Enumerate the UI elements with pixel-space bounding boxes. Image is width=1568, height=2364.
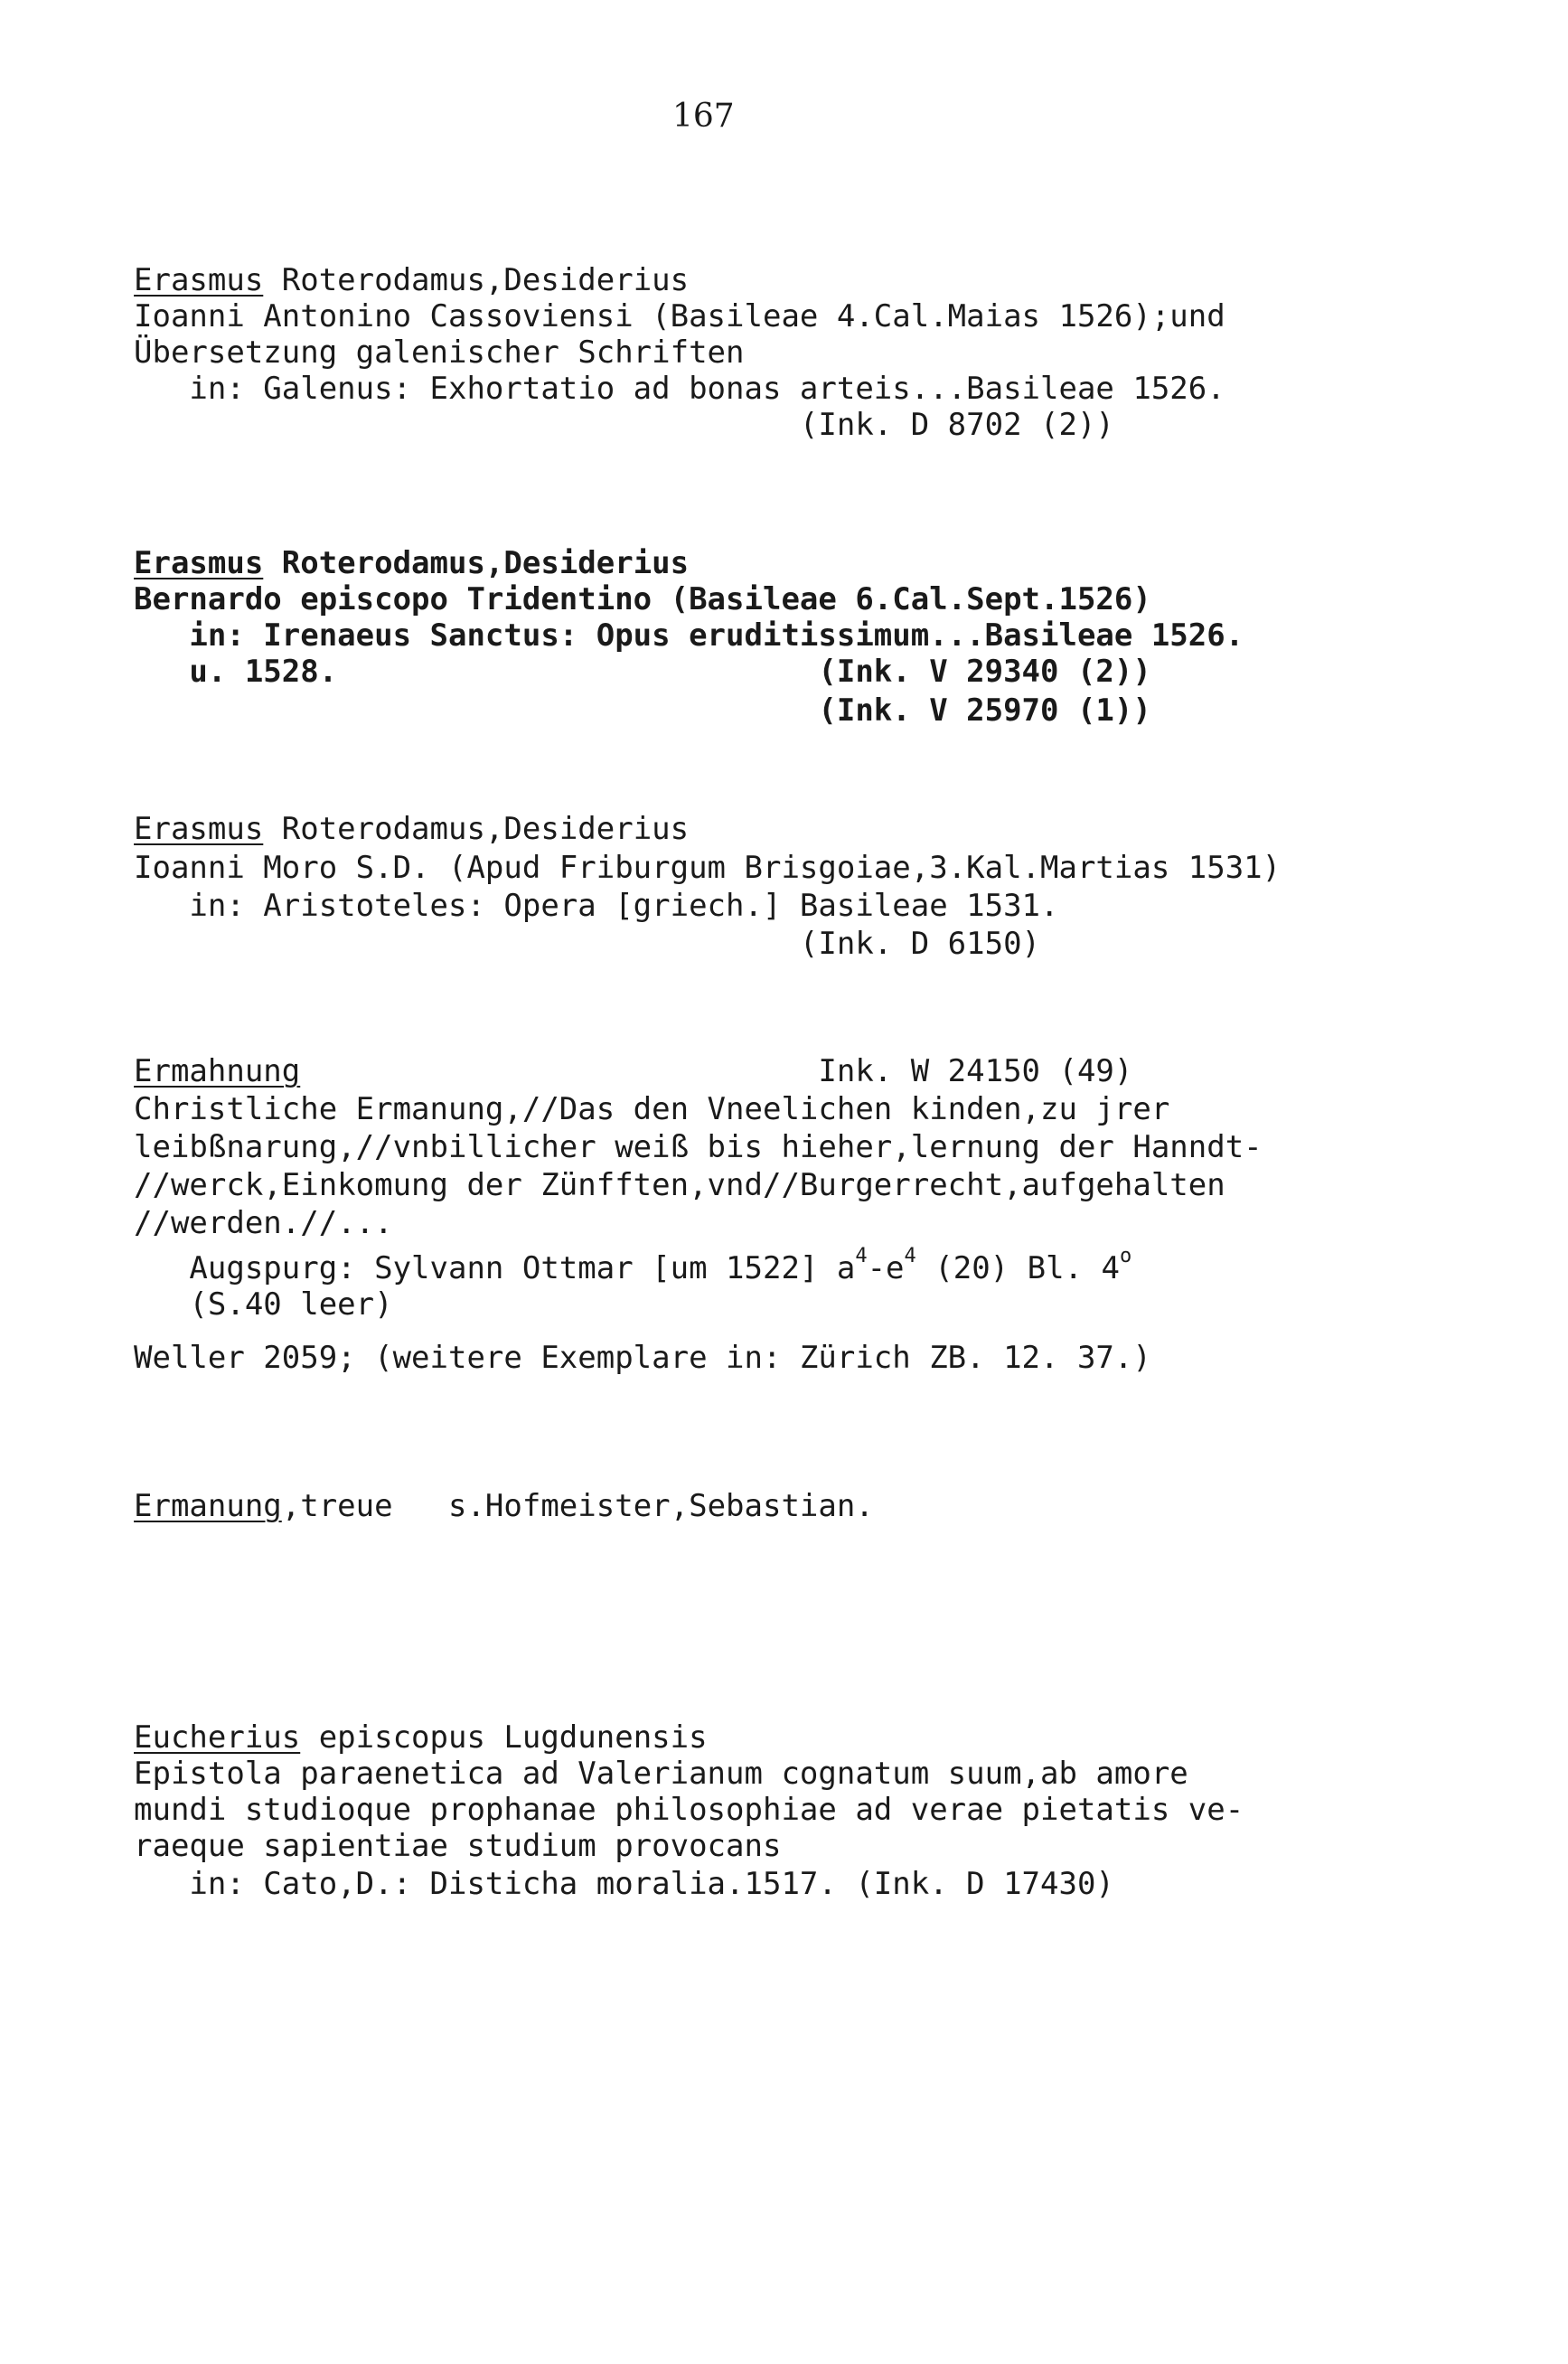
- heading-rest: Roterodamus,Desiderius: [263, 811, 690, 847]
- entry-line: leibßnarung,//vnbillicher weiß bis hieher,lernung der Hanndt-: [134, 1129, 1263, 1165]
- entry-line: //werck,Einkomung der Zünfften,vnd//Burgerrecht,aufgehalten: [134, 1167, 1225, 1203]
- heading-rest: Roterodamus,Desiderius: [263, 262, 690, 298]
- imprint-line: (S.40 leer): [134, 1286, 393, 1323]
- heading-term: Eucherius: [134, 1719, 301, 1756]
- page-number: 167: [672, 98, 735, 135]
- entry-line: Ioanni Moro S.D. (Apud Friburgum Brisgoiae,3.Kal.Martias 1531): [134, 850, 1282, 886]
- entry-line: Ioanni Antonino Cassoviensi (Basileae 4.Cal.Maias 1526);und: [134, 298, 1225, 334]
- entry-heading: [134, 1053, 1132, 1089]
- entry-line: in: Galenus: Exhortatio ad bonas arteis...Basileae 1526.: [134, 371, 1225, 407]
- heading-term: Erasmus: [134, 545, 264, 581]
- entry-heading: [134, 262, 689, 298]
- entry-heading: [134, 1488, 874, 1524]
- entry-heading: [134, 545, 689, 581]
- entry-heading: [134, 811, 689, 847]
- heading-term: Erasmus: [134, 811, 264, 847]
- heading-rest: Roterodamus,Desiderius: [263, 545, 690, 581]
- heading-term: Ermahnung: [134, 1053, 301, 1089]
- imprint-line: Augspurg: Sylvann Ottmar [um 1522] $a^4-e^4$ (20) Bl. 4$^o$: [134, 1245, 1132, 1286]
- entry-line: in: Cato,D.: Disticha moralia.1517. (Ink. D 17430): [134, 1866, 1114, 1902]
- entry-line: u. 1528. (Ink. V 29340 (2)): [134, 654, 1151, 690]
- entry-heading: [134, 1719, 708, 1756]
- entry-line: mundi studioque prophanae philosophiae ad verae pietatis ve-: [134, 1792, 1244, 1828]
- entry-line: //werden.//...: [134, 1205, 393, 1241]
- entry-line: Christliche Ermanung,//Das den Vneelichen kinden,zu jrer: [134, 1091, 1170, 1127]
- heading-rest: episcopus Lugdunensis: [300, 1719, 708, 1756]
- entry-line: Übersetzung galenischer Schriften: [134, 334, 745, 371]
- heading-rest: ,treue s.Hofmeister,Sebastian.: [281, 1488, 874, 1524]
- heading-term: Erasmus: [134, 262, 264, 298]
- entry-line: (Ink. D 6150): [134, 926, 1041, 962]
- entry-line: Bernardo episcopo Tridentino (Basileae 6.Cal.Sept.1526): [134, 581, 1151, 617]
- entry-line: (Ink. V 25970 (1)): [134, 692, 1151, 729]
- entry-line: raeque sapientiae studium provocans: [134, 1828, 782, 1864]
- heading-rest: Ink. W 24150 (49): [300, 1053, 1133, 1089]
- entry-line: in: Aristoteles: Opera [griech.] Basileae 1531.: [134, 888, 1059, 924]
- heading-term: Ermanung: [134, 1488, 282, 1524]
- entry-line: in: Irenaeus Sanctus: Opus eruditissimum...Basileae 1526.: [134, 617, 1244, 654]
- entry-line: Epistola paraenetica ad Valerianum cognatum suum,ab amore: [134, 1756, 1188, 1792]
- bibliographic-note: Weller 2059; (weitere Exemplare in: Zürich ZB. 12. 37.): [134, 1340, 1151, 1376]
- entry-line: (Ink. D 8702 (2)): [134, 407, 1114, 443]
